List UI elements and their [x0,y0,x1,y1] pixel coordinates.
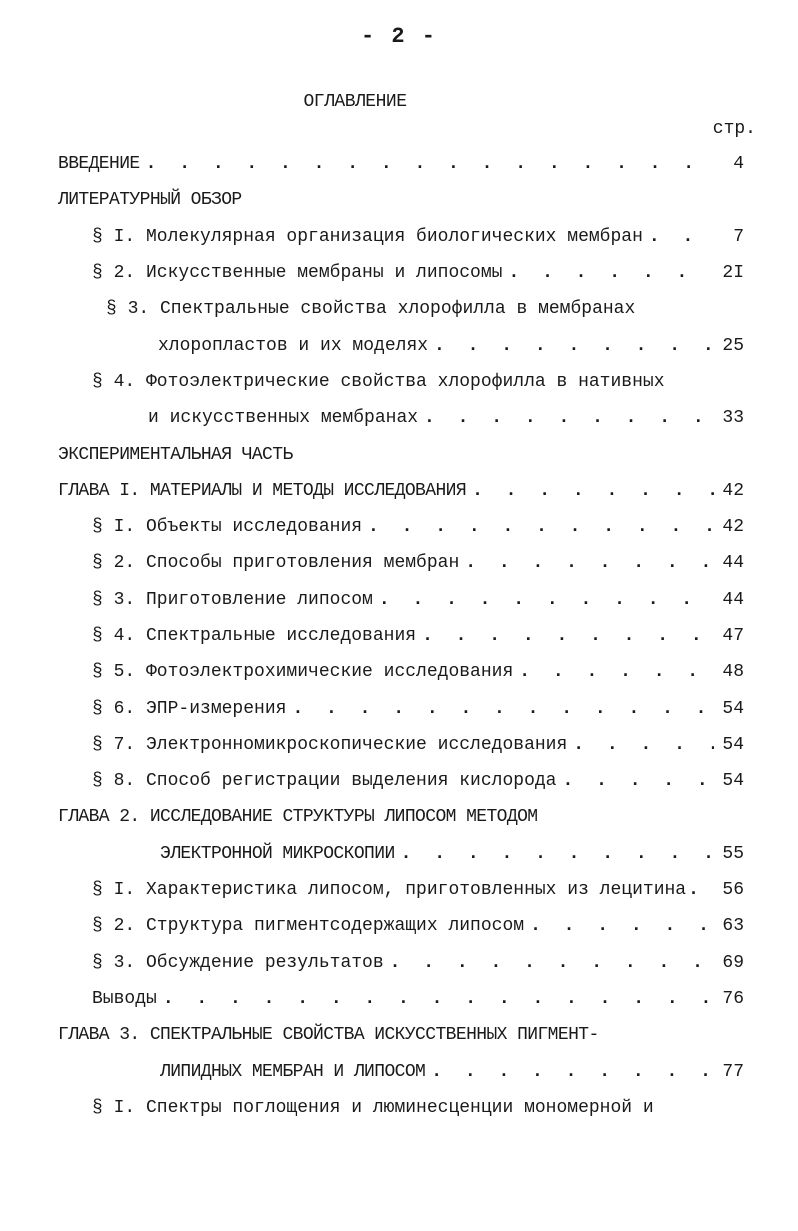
toc-entry-text: § 2. Структура пигментсодержащих липосом [92,916,525,937]
toc-entry-page: 44 [722,589,744,610]
toc-entry[interactable] [58,364,744,400]
toc-entry[interactable] [58,908,744,944]
toc-entry[interactable] [58,618,744,654]
toc-entry[interactable] [58,545,744,581]
toc-entry-page: 63 [722,916,744,937]
toc-entry-text: ГЛАВА 2. ИССЛЕДОВАНИЕ СТРУКТУРЫ ЛИПОСОМ МЕТОДОМ [58,807,538,828]
toc-entry-text: § 2. Способы приготовления мембран [92,553,460,574]
toc-entry-continuation[interactable] [58,400,744,436]
toc-entry-page: 54 [722,734,744,755]
dot-leader [688,880,718,900]
toc-entry-introduction[interactable] [58,146,744,182]
toc-entry-page: 55 [722,843,744,864]
toc-entry-text: ГЛАВА 3. СПЕКТРАЛЬНЫЕ СВОЙСТВА ИСКУССТВЕННЫХ ПИГМЕНТ- [58,1025,599,1046]
toc-entry-text: § 7. Электронномикроскопические исследования [92,734,568,755]
toc-chapter[interactable] [58,1017,744,1053]
toc-entry-text: ГЛАВА I. МАТЕРИАЛЫ И МЕТОДЫ ИССЛЕДОВАНИЯ [58,480,467,501]
toc-entry[interactable] [58,1090,744,1126]
table-of-contents [58,146,744,1126]
dot-leader [465,553,714,573]
toc-entry[interactable] [58,690,744,726]
page-title: ОГЛАВЛЕНИЕ [303,92,407,112]
toc-entry-text: § 5. Фотоэлектрохимические исследования [92,662,514,683]
toc-entry-text: § 3. Обсуждение результатов [92,952,384,973]
toc-entry-page: 54 [722,771,744,792]
toc-entry-page: 54 [722,698,744,719]
toc-entry-text: § 4. Спектральные исследования [92,626,417,646]
dot-leader [401,844,714,864]
toc-entry-text: § 8. Способ регистрации выделения кислорода [92,771,557,792]
toc-entry-text: § 6. ЭПР-измерения [92,698,287,719]
dot-leader [573,735,714,755]
dot-leader [472,481,714,501]
toc-entry-text: и искусственных мембранах [148,408,419,429]
dot-leader [390,953,714,973]
dot-leader [368,517,714,537]
toc-entry-conclusions[interactable] [58,981,744,1017]
dot-leader [434,336,714,356]
dot-leader [649,227,714,247]
toc-entry-text: ЛИПИДНЫХ МЕМБРАН И ЛИПОСОМ [160,1061,426,1082]
toc-entry-page: 33 [722,408,744,429]
toc-chapter[interactable] [58,473,744,509]
toc-chapter[interactable] [58,799,744,835]
toc-section-heading [58,436,744,472]
toc-entry-continuation[interactable] [58,327,744,363]
toc-entry-text: ВВЕДЕНИЕ [58,154,140,175]
dot-leader [422,626,714,646]
dot-leader [379,590,714,610]
page-column-header: стр. [712,119,756,139]
toc-entry-text: § I. Характеристика липосом, приготовленных из лецитина [92,880,687,901]
dot-leader [146,154,714,174]
dot-leader [562,771,714,791]
toc-entry[interactable] [58,872,744,908]
toc-section-heading [58,182,744,218]
toc-entry[interactable] [58,255,744,291]
dot-leader [292,699,714,719]
toc-entry-page: 77 [722,1061,744,1082]
toc-entry-text: § 4. Фотоэлектрические свойства хлорофилла в нативных [92,371,665,392]
toc-entry-text: § 2. Искусственные мембраны и липосомы [92,263,503,284]
toc-entry-page: 42 [722,517,744,538]
toc-entry-page: 7 [733,226,744,247]
toc-entry[interactable] [58,763,744,799]
toc-entry[interactable] [58,291,744,327]
page-number: - 2 - [360,24,437,49]
dot-leader [431,1062,714,1082]
dot-leader [508,263,714,283]
toc-entry-text: ЭЛЕКТРОННОЙ МИКРОСКОПИИ [160,843,395,864]
toc-entry-page: 76 [722,988,744,1009]
toc-entry-page: 69 [722,952,744,973]
dot-leader [424,408,714,428]
toc-entry-page: 44 [722,553,744,574]
toc-entry-text: Выводы [92,988,157,1009]
toc-entry[interactable] [58,945,744,981]
toc-entry-text: § I. Молекулярная организация биологических мембран [92,226,643,247]
dot-leader [519,662,714,682]
toc-entry[interactable] [58,509,744,545]
toc-entry-page: 25 [722,335,744,356]
toc-entry-text: ЛИТЕРАТУРНЫЙ ОБЗОР [58,190,242,211]
toc-entry-page: 2I [722,263,744,284]
toc-entry[interactable] [58,654,744,690]
toc-entry-text: § 3. Приготовление липосом [92,589,373,610]
toc-entry-text: § I. Объекты исследования [92,517,363,538]
dot-leader [530,916,714,936]
toc-entry-text: § 3. Спектральные свойства хлорофилла в мембранах [106,299,636,320]
toc-entry-page: 4 [733,154,744,175]
toc-entry-page: 47 [722,626,744,646]
toc-entry-text: § I. Спектры поглощения и люминесценции мономерной и [92,1097,654,1118]
toc-entry-page: 48 [722,662,744,683]
toc-entry[interactable] [58,219,744,255]
toc-chapter-continuation[interactable] [58,836,744,872]
toc-chapter-continuation[interactable] [58,1053,744,1089]
toc-entry-page: 56 [722,880,744,901]
toc-entry[interactable] [58,582,744,618]
toc-entry-text: ЭКСПЕРИМЕНТАЛЬНАЯ ЧАСТЬ [58,444,293,465]
dot-leader [163,989,714,1009]
toc-entry[interactable] [58,727,744,763]
toc-entry-page: 42 [722,480,744,501]
toc-entry-text: хлоропластов и их моделях [158,335,429,356]
